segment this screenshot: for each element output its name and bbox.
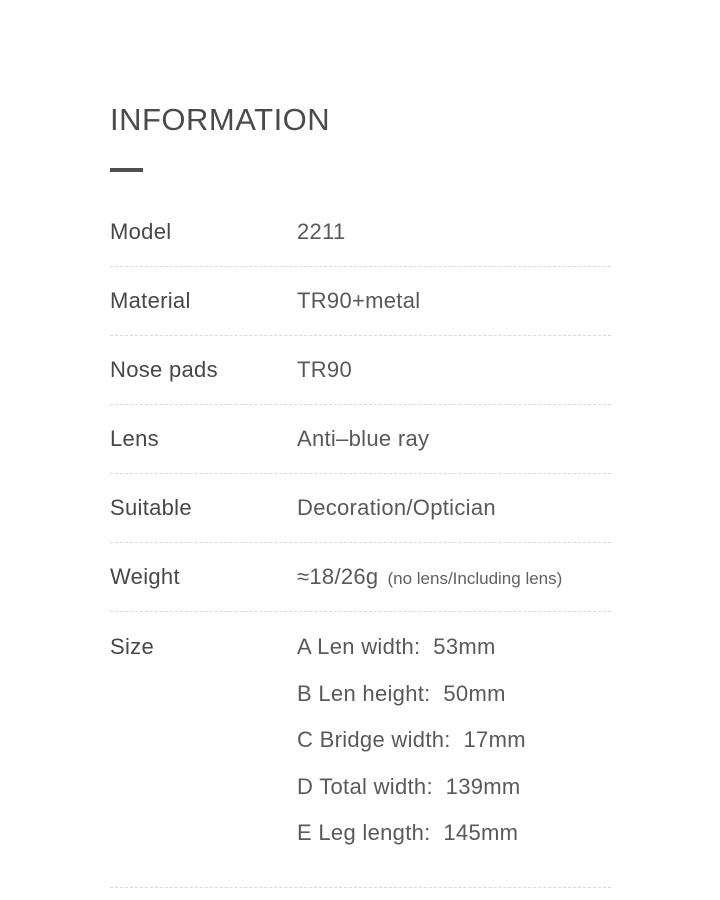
spec-row-size <box>110 612 611 888</box>
spec-label-lens: Lens <box>110 426 159 451</box>
spec-value-model: 2211 <box>297 219 346 244</box>
spec-table <box>110 198 611 888</box>
spec-row-weight <box>110 543 611 612</box>
spec-value-lens: Anti–blue ray <box>297 426 430 451</box>
size-line-leg-length: E Leg length: 145mm <box>297 820 519 845</box>
spec-row-lens <box>110 405 611 474</box>
spec-label-material: Material <box>110 288 191 313</box>
size-line-len-width: A Len width: 53mm <box>297 634 496 659</box>
spec-label-weight: Weight <box>110 564 180 589</box>
spec-value-weight: ≈18/26g <box>297 564 379 589</box>
spec-value-suitable: Decoration/Optician <box>297 495 496 520</box>
page-title: INFORMATION <box>110 102 331 137</box>
title-underline <box>110 168 143 172</box>
spec-note-weight: (no lens/Including lens) <box>387 569 563 588</box>
spec-row-suitable <box>110 474 611 543</box>
spec-value-material: TR90+metal <box>297 288 421 313</box>
spec-label-suitable: Suitable <box>110 495 192 520</box>
size-line-len-height: B Len height: 50mm <box>297 680 506 706</box>
size-line-bridge-width: C Bridge width: 17mm <box>297 727 526 752</box>
spec-label-size: Size <box>110 634 154 659</box>
spec-value-nose-pads: TR90 <box>297 357 352 382</box>
size-line-total-width: D Total width: 139mm <box>297 773 521 799</box>
spec-row-nose-pads <box>110 336 611 405</box>
spec-label-model: Model <box>110 219 172 244</box>
spec-row-material <box>110 267 611 336</box>
size-measurement-list <box>297 624 526 857</box>
spec-label-nose-pads: Nose pads <box>110 357 218 382</box>
spec-value-weight-group <box>297 564 562 590</box>
spec-row-model <box>110 198 611 267</box>
